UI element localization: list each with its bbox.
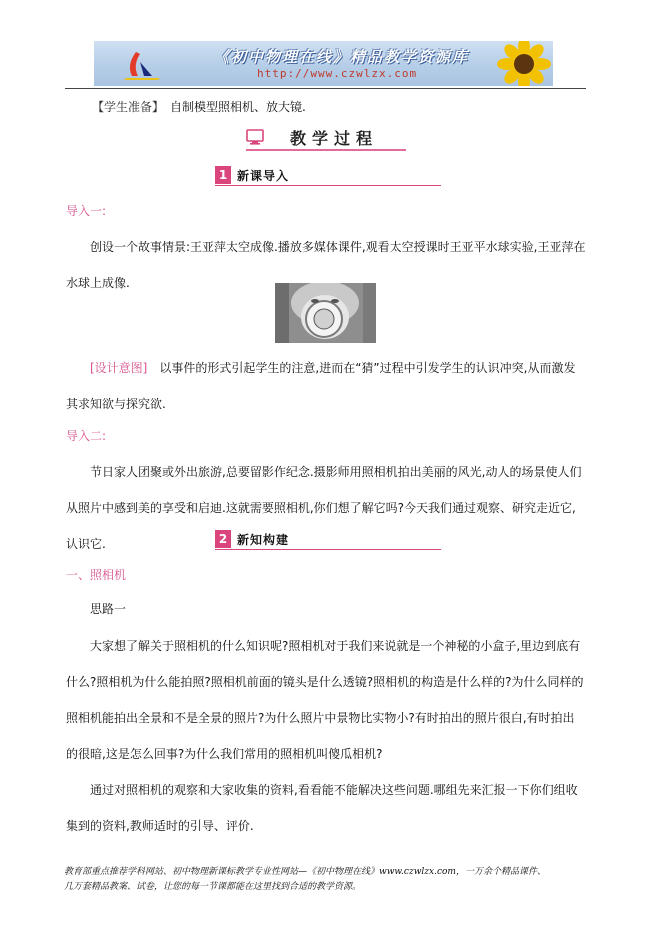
heading-label: 新知构建 (237, 533, 290, 547)
prep-tag: 【学生准备】 (92, 100, 165, 114)
topic1-para2: 通过对照相机的观察和大家收集的资料,看看能不能解决这些问题.哪组先来汇报一下你们组收集到的资料,教师适时的引导、评价. (66, 783, 578, 833)
monitor-icon (246, 129, 264, 145)
heading-underline (215, 549, 441, 550)
banner-url[interactable]: http://www.czwlzx.com (257, 67, 418, 80)
footer-line-2: 几万套精品教案、试卷，让您的每一节课都能在这里找到合适的教学资源。 (64, 882, 362, 892)
site-logo-icon (122, 50, 162, 80)
topic1-para1: 大家想了解关于照相机的什么知识呢?照相机对于我们来说就是一个神秘的小盒子,里边到底有什么?照相机为什么能拍照?照相机前面的镜头是什么透镜?照相机的构造是什么样的?为什么同样的照相机能拍出全景和不是全景的照片?为什么照片中景物比实物小?有时拍出的照片很白,有时拍出的很暗,这是怎么回事?为什么我们常用的照相机叫傻瓜相机? (66, 639, 584, 761)
intro2-text: 节日家人团聚或外出旅游,总要留影作纪念.摄影师用照相机拍出美丽的风光,动人的场景使人们从照片中感到美的享受和启迪.这就需要照相机,你们想了解它吗?今天我们通过观察、研究走近它,认识它. (66, 465, 582, 551)
heading-number: 1 (215, 166, 231, 184)
water-ball-photo (275, 283, 376, 343)
prep-text: 自制模型照相机、放大镜. (170, 100, 306, 114)
header-divider (65, 88, 586, 89)
intro2-label: 导入二: (66, 429, 107, 443)
section-title (246, 123, 406, 151)
heading-number: 2 (215, 530, 231, 548)
banner-title: 《初中物理在线》精品教学资源库 (214, 48, 470, 66)
topic1-idea: 思路一 (90, 602, 127, 616)
heading-label: 新课导入 (237, 169, 290, 183)
section-title-label: 教学过程 (290, 129, 379, 148)
heading-new-knowledge (215, 530, 441, 550)
intro1-text: 创设一个故事情景:王亚萍太空成像.播放多媒体课件,观看太空授课时王亚平水球实验,王亚萍在水球上成像. (66, 240, 586, 290)
heading-underline (215, 185, 441, 186)
header-banner (94, 41, 553, 86)
student-prep (92, 99, 306, 115)
intro1-label: 导入一: (66, 204, 107, 218)
design-intent-text: 以事件的形式引起学生的注意,进而在“猜”过程中引发学生的认识冲突,从而激发其求知欲与探究欲. (66, 361, 576, 411)
design-intent (66, 350, 586, 422)
page-footer (64, 865, 604, 895)
design-intent-tag: [设计意图] (90, 361, 148, 375)
heading-new-lesson-intro (215, 166, 441, 186)
sunflower-icon (494, 41, 553, 86)
footer-line-1: 教育部重点推荐学科网站、初中物理新课标教学专业性网站—《初中物理在线》www.czwlzx.com，一万余个精品课件、 (64, 867, 546, 877)
topic1-label: 一、照相机 (66, 568, 127, 582)
section-title-underline (246, 149, 406, 151)
